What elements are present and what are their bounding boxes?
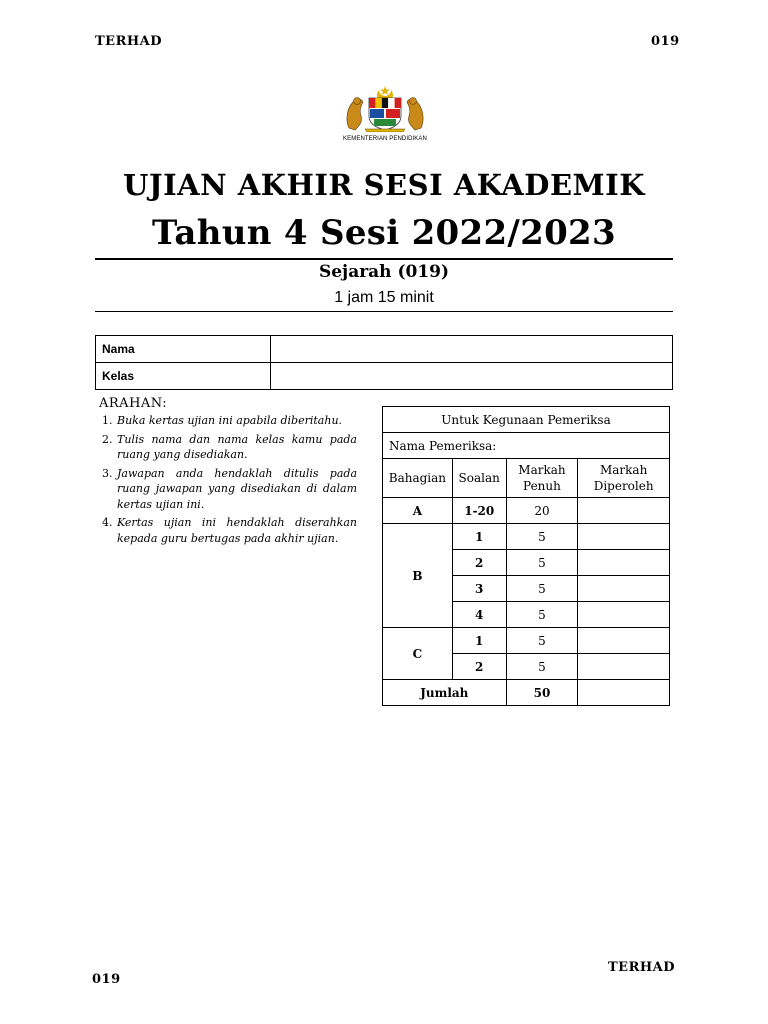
col-header-full-marks: Markah Penuh xyxy=(506,459,578,498)
crest-emblem-icon xyxy=(341,84,429,132)
obtained-marks-cell[interactable] xyxy=(578,654,670,680)
name-row xyxy=(96,336,673,363)
question-cell: 3 xyxy=(452,576,506,602)
header-code-label: 019 xyxy=(651,34,680,49)
name-label: Nama xyxy=(96,336,271,363)
title-divider-bottom xyxy=(95,311,673,312)
header-restricted-label: TERHAD xyxy=(95,34,163,49)
total-label: Jumlah xyxy=(383,680,507,706)
class-row xyxy=(96,363,673,390)
examiner-name-field[interactable]: Nama Pemeriksa: xyxy=(383,433,670,459)
full-marks-cell: 5 xyxy=(506,550,578,576)
full-marks-cell: 5 xyxy=(506,628,578,654)
total-obtained-marks[interactable] xyxy=(578,680,670,706)
obtained-marks-cell[interactable] xyxy=(578,576,670,602)
instruction-item: 2. Tulis nama dan nama kelas kamu pada ruang yang disediakan. xyxy=(102,432,357,461)
exam-title: UJIAN AKHIR SESI AKADEMIK xyxy=(123,168,645,202)
table-row xyxy=(383,524,670,550)
col-header-question: Soalan xyxy=(452,459,506,498)
instructions-list xyxy=(102,413,357,549)
question-cell: 2 xyxy=(452,550,506,576)
total-full-marks: 50 xyxy=(506,680,578,706)
instructions-title: ARAHAN: xyxy=(99,396,168,411)
instruction-item: 4. Kertas ujian ini hendaklah diserahkan kepada guru bertugas pada akhir ujian. xyxy=(102,516,357,545)
obtained-marks-cell[interactable] xyxy=(578,602,670,628)
obtained-marks-cell[interactable] xyxy=(578,628,670,654)
full-marks-cell: 5 xyxy=(506,654,578,680)
footer-restricted-label: TERHAD xyxy=(608,960,676,975)
footer-code-label: 019 xyxy=(92,972,121,987)
col-header-obtained-marks: Markah Diperoleh xyxy=(578,459,670,498)
question-cell: 1-20 xyxy=(452,498,506,524)
title-divider-top xyxy=(95,258,673,260)
total-row xyxy=(383,680,670,706)
question-cell: 2 xyxy=(452,654,506,680)
obtained-marks-cell[interactable] xyxy=(578,498,670,524)
question-cell: 1 xyxy=(452,628,506,654)
examiner-marks-table xyxy=(382,406,670,706)
ministry-caption: KEMENTERIAN PENDIDIKAN xyxy=(343,136,427,142)
question-cell: 1 xyxy=(452,524,506,550)
ministry-crest-logo xyxy=(341,84,429,146)
exam-session-title: Tahun 4 Sesi 2022/2023 xyxy=(152,213,616,253)
class-field[interactable] xyxy=(271,363,673,390)
instruction-item: 3. Jawapan anda hendaklah ditulis pada ruang jawapan yang disediakan di dalam kertas ujian ini. xyxy=(102,466,357,511)
examiner-table-title: Untuk Kegunaan Pemeriksa xyxy=(383,407,670,433)
obtained-marks-cell[interactable] xyxy=(578,550,670,576)
full-marks-cell: 5 xyxy=(506,576,578,602)
section-b-label: B xyxy=(383,524,453,628)
full-marks-cell: 5 xyxy=(506,602,578,628)
table-row xyxy=(383,498,670,524)
exam-duration: 1 jam 15 minit xyxy=(334,289,434,306)
section-c-label: C xyxy=(383,628,453,680)
full-marks-cell: 20 xyxy=(506,498,578,524)
name-field[interactable] xyxy=(271,336,673,363)
class-label: Kelas xyxy=(96,363,271,390)
section-a-label: A xyxy=(383,498,453,524)
instruction-item: 1. Buka kertas ujian ini apabila diberitahu. xyxy=(102,414,343,427)
obtained-marks-cell[interactable] xyxy=(578,524,670,550)
table-row xyxy=(383,628,670,654)
student-identity-table xyxy=(95,335,673,390)
subject-title: Sejarah (019) xyxy=(318,262,450,282)
question-cell: 4 xyxy=(452,602,506,628)
col-header-section: Bahagian xyxy=(383,459,453,498)
full-marks-cell: 5 xyxy=(506,524,578,550)
